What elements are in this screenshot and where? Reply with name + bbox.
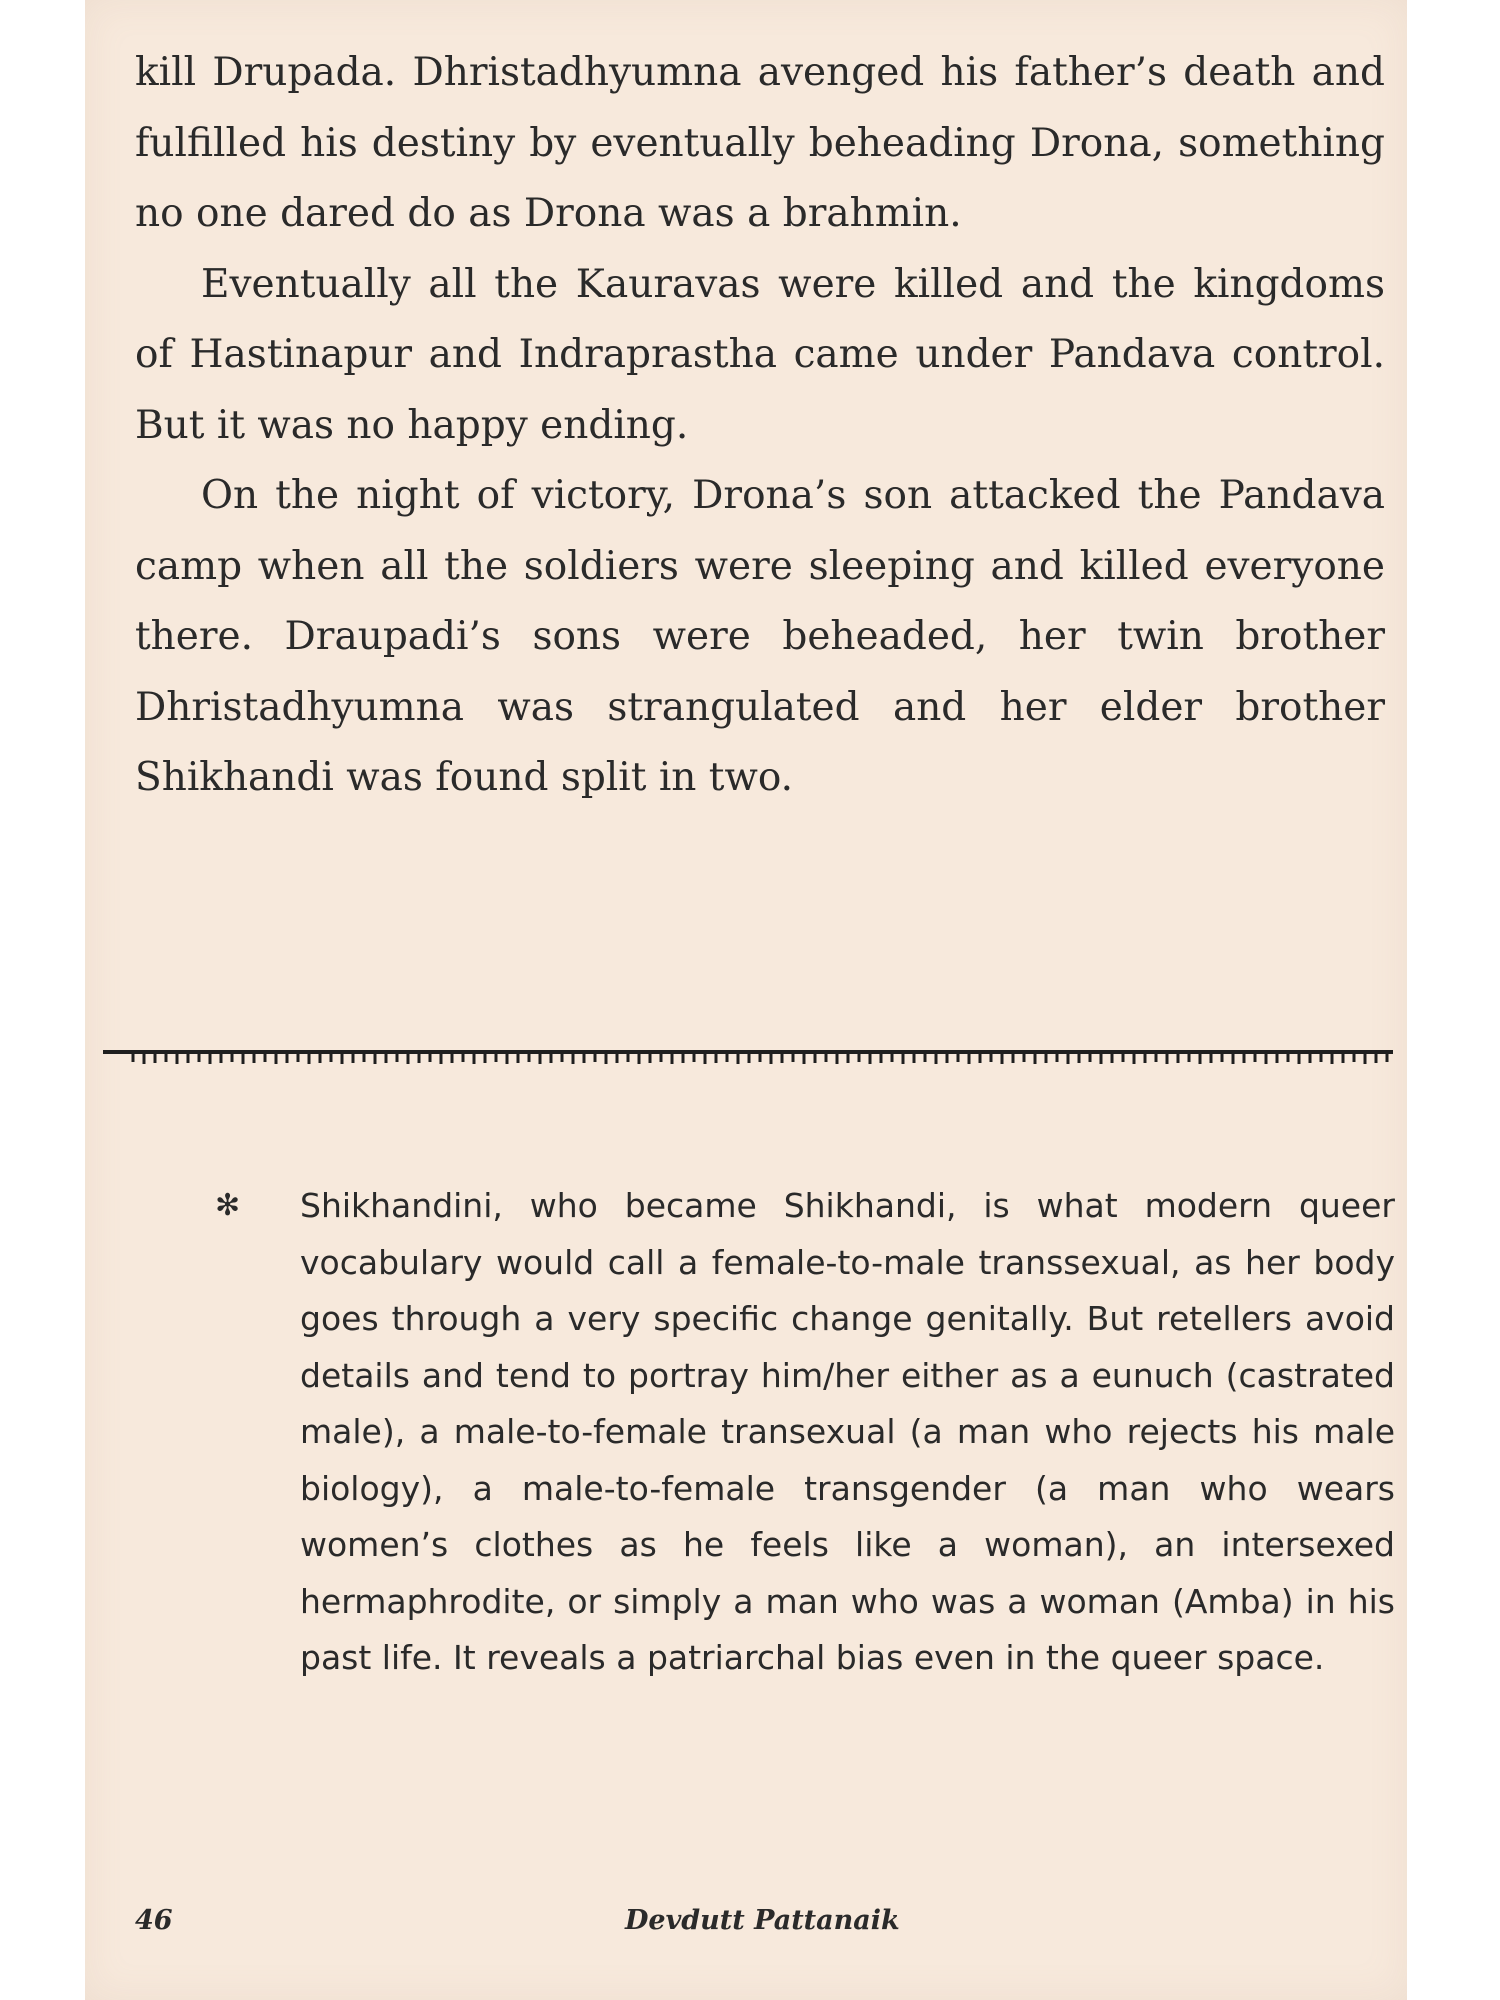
paragraph-2: Eventually all the Kauravas were killed and the kingdoms of Hastinapur and Indraprastha came under Pandava control. But it was no happy ending.	[135, 261, 1385, 448]
book-page	[85, 0, 1407, 2000]
footnote	[215, 1178, 1395, 1687]
footnote-text: Shikhandini, who became Shikhandi, is what modern queer vocabulary would call a female-to-male transsexual, as her body goes through a very specific change genitally. But retellers avoid details and tend to portray him/her either as a eunuch (castrated male), a male-to-female transexual (a man who rejects his male biology), a male-to-female transgender (a man who wears women’s clothes as he feels like a woman), an intersexed hermaphrodite, or simply a man who was a woman (Amba) in his past life. It reveals a patriarchal bias even in the queer space.	[300, 1186, 1395, 1677]
footnote-divider	[103, 1047, 1393, 1069]
paragraph-3: On the night of victory, Drona’s son attacked the Pandava camp when all the soldiers were sleeping and killed everyone there. Draupadi’s sons were beheaded, her twin brother Dhristadhyumna was strangulated and her elder brother Shikhandi was found split in two.	[135, 473, 1385, 800]
asterisk-icon: ✻	[215, 1188, 241, 1223]
main-text	[135, 38, 1385, 814]
paragraph-1: kill Drupada. Dhristadhyumna avenged his father’s death and fulfilled his destiny by eventually beheading Drona, something no one dared do as Drona was a brahmin.	[135, 50, 1385, 236]
page-number: 46	[135, 1905, 173, 1936]
running-footer-author: Devdutt Pattanaik	[625, 1905, 900, 1936]
